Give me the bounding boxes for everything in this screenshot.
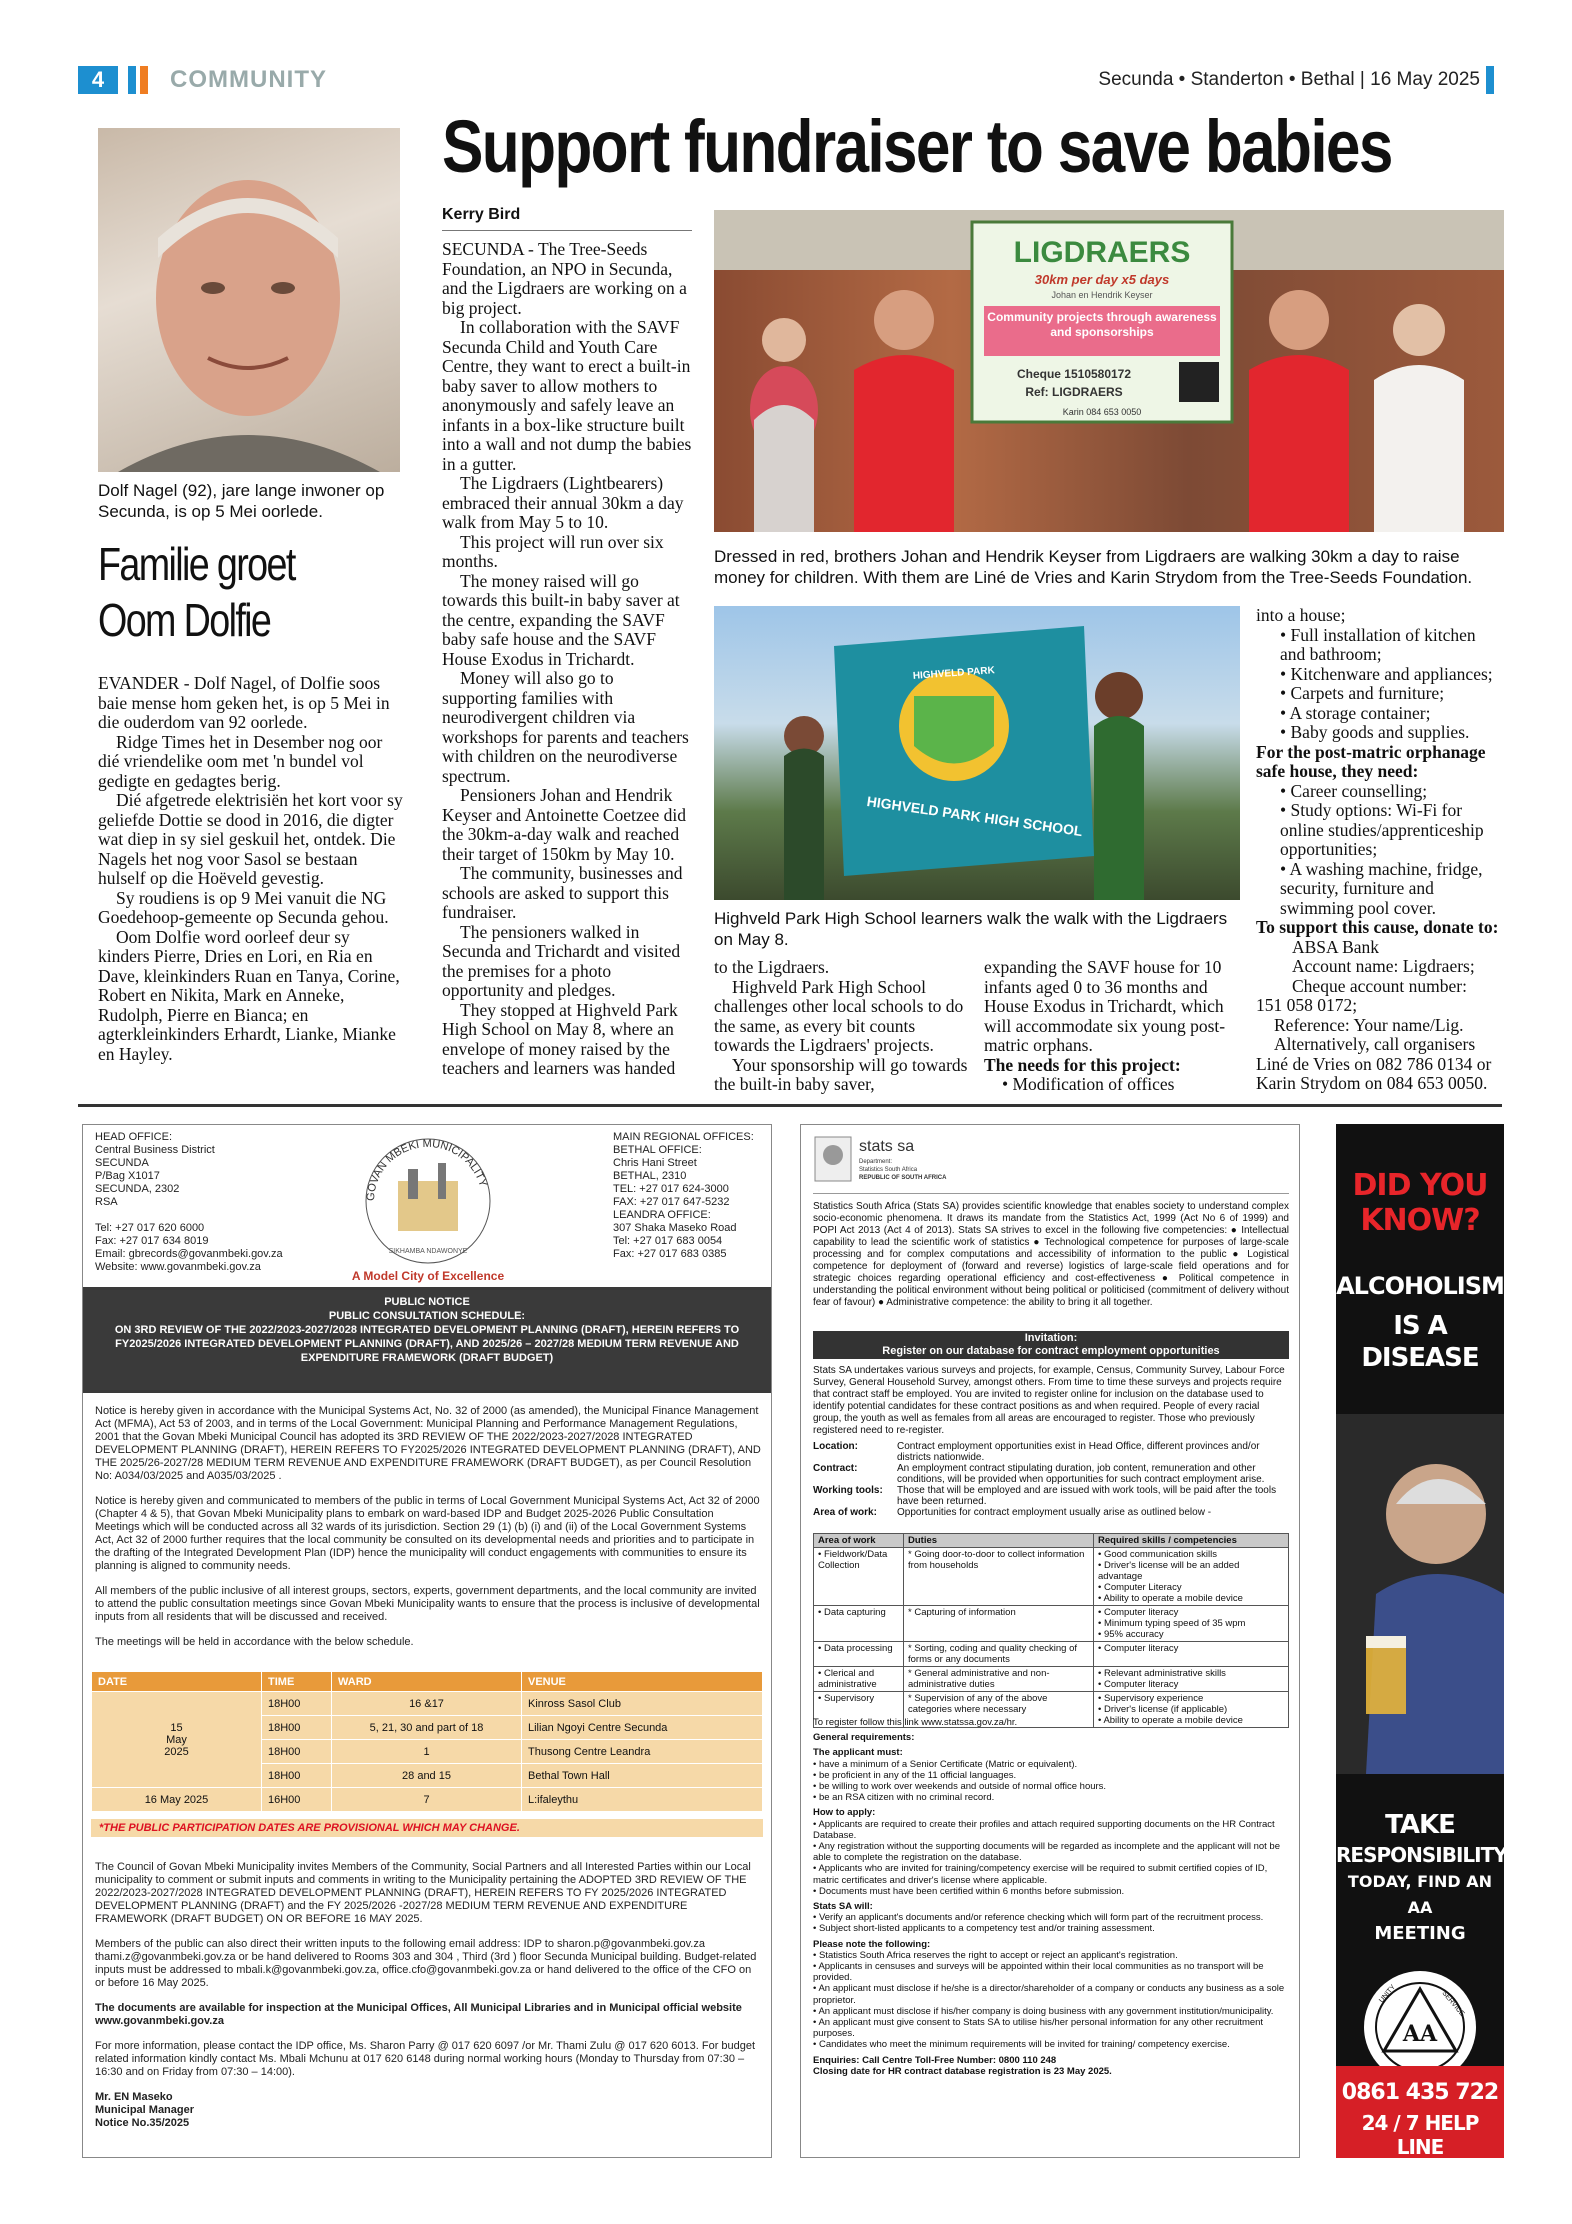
dateline: Secunda • Standerton • Bethal | 16 May 2025 bbox=[1098, 69, 1480, 90]
paragraph: expanding the SAVF house for 10 infants aged 0 to 36 months and House Exodus in Trichardt, which will accommodate six young post-matric orphans. bbox=[984, 957, 1226, 1055]
paragraph: Highveld Park High School challenges other local schools to do the same, as every bit counts towards the Ligdraers' projects. bbox=[714, 976, 964, 1055]
invitation-banner: Invitation: Register on our database for contract employment opportunities bbox=[813, 1331, 1289, 1359]
aa-responsibility: RESPONSIBILITY bbox=[1336, 1843, 1507, 1867]
paragraph: Your sponsorship will go towards the built-in baby saver, bbox=[714, 1054, 968, 1094]
paragraph: Pensioners Johan and Hendrik Keyser and Antoinette Coetzee did the 30km-a-day walk and reached their target of 150km by May 10. bbox=[442, 785, 686, 864]
municipality-logo bbox=[348, 1131, 508, 1281]
aa-find: TODAY, FIND AN AA bbox=[1347, 1872, 1493, 1917]
paragraph: The Ligdraers (Lightbearers) embraced their annual 30km a day walk from May 5 to 10. bbox=[442, 473, 684, 532]
regional-offices: MAIN REGIONAL OFFICES: BETHAL OFFICE: Chris Hani Street BETHAL, 2310 TEL: +27 017 624-3000 FAX: +27 017 647-5232 LEANDRA OFFICE: 307 Shaka Maseko Road Tel: +27 017 683 0054 Fax: +27 017 683 0385 bbox=[613, 1131, 754, 1260]
table-row: 18H00 1 Thusong Centre Leandra bbox=[92, 1740, 763, 1764]
stats-sa-advert bbox=[800, 1124, 1300, 2158]
municipality-notice bbox=[82, 1124, 772, 2158]
bank-line: Account name: Ligdraers; bbox=[1292, 956, 1475, 976]
bullet: • Modification of offices bbox=[1002, 1074, 1175, 1094]
subheading: To support this cause, donate to: bbox=[1256, 917, 1499, 937]
bullet: • Carpets and furniture; bbox=[1280, 683, 1445, 703]
table-row: • Data capturing * Capturing of information • Computer literacy • Minimum typing speed of 35 wpm • 95% accuracy bbox=[814, 1606, 1289, 1642]
notice-body: Notice is hereby given in accordance with the Municipal Systems Act, No. 32 of 2000 (as amended), the Municipal Finance Management Act (MFMA), Act 53 of 2003, and in terms of the Local Government: Municipal Planning and Performance Management Regulations, 2001 that the Govan Mbeki Municipal Council has adopted its 3RD REVIEW OF THE 2022/2023-2027/2028 INTEGRATED DEVELOPMENT PLANNING (DRAFT), HEREIN REFERS TO FY2025/2026 INTEGRATED DEVELOPMENT PLANNING (DRAFT), AND THE 2025/26-2027/28 MEDIUM TERM REVENUE AND EXPENDITURE FRAMEWORK (DRAFT BUDGET), as per Council Resolution No: A034/03/2025 and A035/03/2025 . Notice is hereby given and communicated to members of the public in terms of Local Government Municipal Systems Act, Act 32 of 2000 (Chapter 4 & 5), that Govan Mbeki Municipality plans to embark on ward-based IDP and Budget 2025-2026 Public Consultation Meetings which will be conducted across all 32 wards of its jurisdiction. Section 29 (1) (b) (i) and (ii) of the Local Government Systems Act, Act 32 of 2000 further requires that the local community be consulted on its developmental needs and priorities and to participate in the drafting of the Integrated Development Plan (IDP) hence the municipality will conduct engagements with communities to ensure its planning is aligned to community needs. All members of the public inclusive of all interest groups, sectors, experts, government departments, and the local community are invited to attend the public consultation meetings since Govan Mbeki Municipality wants to ensure that the process is inclusive of developmental inputs from all residents that will be discussed and received. The meetings will be held in accordance with the below schedule. bbox=[95, 1405, 761, 1648]
paragraph: The pensioners walked in Secunda and Trichardt and visited the premises for a photo opportunity and pledges. bbox=[442, 921, 681, 1000]
left-article-body bbox=[98, 674, 404, 1064]
table-row: 18H00 5, 21, 30 and part of 18 Lilian Ngoyi Centre Secunda bbox=[92, 1716, 763, 1740]
byline-rule bbox=[442, 230, 692, 231]
aa-disease: DISEASE bbox=[1361, 1343, 1479, 1373]
ligdraers-photo bbox=[714, 210, 1504, 532]
aa-helpline: 24 / 7 HELP LINE bbox=[1361, 2111, 1479, 2159]
subheading: For the post-matric orphanage safe house, they need: bbox=[1256, 741, 1486, 781]
section-title: COMMUNITY bbox=[170, 66, 327, 93]
bullet: • Baby goods and supplies. bbox=[1280, 722, 1470, 742]
paragraph: They stopped at Highveld Park High School on May 8, where an envelope of money raised by the teachers and learners was handed bbox=[442, 999, 678, 1078]
municipality-motto: A Model City of Excellence bbox=[351, 1269, 505, 1283]
svg-text:UNITY: UNITY bbox=[1378, 1983, 1398, 2005]
paragraph: In collaboration with the SAVF Secunda Child and Youth Care Centre, they want to erect a built-in baby saver to allow mothers to anonymously and safely leave an infants in a box-like structure built into a wall and not dump the babies in a gutter. bbox=[442, 317, 692, 474]
header-end-bar bbox=[1486, 66, 1494, 94]
header-accent-bar-orange bbox=[140, 66, 148, 94]
bullet: • Full installation of kitchen and bathroom; bbox=[1280, 624, 1476, 664]
byline: Kerry Bird bbox=[442, 206, 521, 223]
bullet: • Study options: Wi-Fi for online studies/apprenticeship opportunities; bbox=[1280, 800, 1484, 859]
definitions: Location: Contract employment opportunities exist in Head Office, different provinces and/or districts nationwide. Contract: An employment contract stipulating duration, job content, remuneration and other conditions, will be provided when opportunities for such contract employment arise. Working tools: Those that will be employed and are issued with work tools, will be paid after the tools have been returned. Area of work: Opportunities for contract employment usually arise as outlined below - bbox=[813, 1441, 1277, 1518]
paragraph: Oom Dolfie word oorleef deur sy kinders Pierre, Dries en Lori, en Ria en Dave, kleinkinders Ruan en Tanya, Corine, Robert en Nikita, Mark en Anneke, Rudolph, Pierre en Bianca; en agterkleinkinders Erhardt, Lianke, Mianke en Hayley. bbox=[98, 926, 400, 1064]
reference: Reference: Your name/Lig. bbox=[1274, 1014, 1464, 1035]
stats-requirements: To register follow this link www.statssa.gov.za/hr. General requirements: The applicant must: • have a minimum of a Senior Certificate (Matric or equivalent). • be proficient in any of the 11 official languages. • be willing to work over weekends and outside of normal office hours. • be an RSA citizen with no criminal record. How to apply: • Applicants are required to create their profiles and attach required supporting documents on the HR Contract Database. • Any registration without the supporting documents will be regarded as incomplete and the applicant will not be able to complete the registration on the database. • Applicants who are invited for training/competency exercise will be required to submit certified copies of ID, matric certificates and driver's license where applicable. • Documents must have been certified within 6 months before submission. Stats SA will: • Verify an applicant's documents and/or reference checking which will form part of the recruitment process. • Subject short-listed applicants to a competency test and/or training assessment. Please note the following: • Statistics South Africa reserves the right to accept or reject an applicant's registration. • Applicants in censuses and surveys will be appointed within their local communities as no transport will be provided. • An applicant must disclose if he/she is a director/shareholder of a company or conducts any business as a sole proprietor. • An applicant must disclose if his/her company is doing business with any government institution/municipality. • An applicant must give consent to Stats SA to utilise his/her personal information for any other recruitment purposes. • Candidates who meet the minimum requirements will be invited for training/ competency exercise. Enquiries: Call Centre Toll-Free Number: 0800 110 248 Closing date for HR contract database registration is 23 May 2025. bbox=[813, 1717, 1289, 2077]
svg-text:Statistics South Africa: Statistics South Africa bbox=[859, 1167, 918, 1173]
article-column-1 bbox=[442, 240, 692, 1079]
school-flag-photo bbox=[714, 606, 1240, 900]
paragraph: Money will also go to supporting families with neurodivergent children via workshops for parents and teachers with children on the neurodiverse spectrum. bbox=[442, 668, 689, 786]
banner-contact: Karin 084 653 0050 bbox=[1062, 407, 1142, 417]
contact-line: Alternatively, call organisers Liné de Vries on 082 786 0134 or Karin Strydom on 084 653 0050. bbox=[1256, 1034, 1492, 1093]
paragraph: to the Ligdraers. bbox=[714, 957, 830, 977]
aa-meeting: MEETING bbox=[1374, 1923, 1466, 1944]
duties-table: Area of work Duties Required skills / competencies • Fieldwork/Data Collection * Going door-to-door to collect information from households • Good communication skills • Driver's license will be an added advantage • Computer Literacy • Ability to operate a mobile device • Data capturing * Capturing of information • Computer literacy • Minimum typing speed of 35 wpm • 95% accuracy • Data processing * Sorting, coding and quality checking of forms or any documents • Computer literacy • Clerical and administrative * General administrative and non-administrative duties • Relevant administrative skills • Computer literacy • Supervisory * Supervision of any of the above categories where necessary • Supervisory experience • Driver's license (if applicable) • Ability to operate a mobile device bbox=[813, 1533, 1289, 1728]
svg-text:Department:: Department: bbox=[859, 1159, 893, 1165]
stats-sa-logo bbox=[813, 1133, 973, 1187]
head-office-address: HEAD OFFICE: Central Business District SECUNDA P/Bag X1017 SECUNDA, 2302 RSA Tel: +27 017 620 6000 Fax: +27 017 634 8019 Email: gbrecords@govanmbeki.gov.za Website: www.govanmbeki.gov.za bbox=[95, 1131, 283, 1273]
school-photo-caption: Highveld Park High School learners walk the walk with the Ligdraers on May 8. bbox=[714, 909, 1228, 949]
register-link[interactable]: To register follow this link www.statssa.gov.za/hr. bbox=[813, 1717, 1018, 1728]
table-row: • Data processing * Sorting, coding and quality checking of forms or any documents • Computer literacy bbox=[814, 1642, 1289, 1667]
page-number: 4 bbox=[78, 66, 118, 94]
article-column-4 bbox=[984, 958, 1240, 1095]
banner-ref: Ref: LIGDRAERS bbox=[1025, 385, 1123, 399]
account-number: 151 058 0172; bbox=[1256, 995, 1358, 1015]
paragraph: The community, businesses and schools are asked to support this fundraiser. bbox=[442, 863, 683, 922]
table-note: *THE PUBLIC PARTICIPATION DATES ARE PROVISIONAL WHICH MAY CHANGE. bbox=[91, 1819, 763, 1837]
bullet: • A storage container; bbox=[1280, 702, 1431, 723]
needs-heading: The needs for this project: bbox=[984, 1054, 1181, 1075]
bullet: • Kitchenware and appliances; bbox=[1280, 663, 1493, 684]
portrait-photo bbox=[98, 128, 400, 472]
aa-phone[interactable]: 0861 435 722 bbox=[1341, 2080, 1499, 2105]
ligdraers-photo-caption: Dressed in red, brothers Johan and Hendrik Keyser from Ligdraers are walking 30km a day to raise money for children. With them are Liné de Vries and Karin Strydom from the Tree-Seeds Foundation. bbox=[714, 547, 1473, 587]
aa-alcoholism: ALCOHOLISM bbox=[1336, 1272, 1504, 1300]
svg-text:SERVICE: SERVICE bbox=[1440, 1989, 1466, 2018]
paragraph: The money raised will go towards this built-in baby saver at the centre, expanding the SAVF baby safe house and the SAVF House Exodus in Trichardt. bbox=[442, 570, 680, 669]
banner-sub2: Johan en Hendrik Keyser bbox=[1051, 290, 1153, 300]
stats-intro: Statistics South Africa (Stats SA) provides scientific knowledge that enables society to understand complex socio-economic phenomena. It draws its mandate from the Statistics Act, 1999 (Act No 6 of 1999) and POPI Act 2013 (Act 4 of 2013). Stats SA strives to excel in the following five competencies: ● Intellectual capability to lead the scientific work of statistics ● Technological competence for purposes of large-scale processing and for complex computations and accessibility of information to the public ● Logistical competence for deployment of (forward and reverse) logistics of large-scale field operations and for strategic choices regarding operational efficiency and cost-effectiveness ● Political competence in understanding the political environment without being political or politicised (commitment of delivery without fear of favour) ● Administrative competence: the ability to bring it all together. bbox=[813, 1201, 1289, 1308]
page-header bbox=[78, 66, 1494, 94]
bullet: • A washing machine, fridge, security, furniture and swimming pool cover. bbox=[1280, 858, 1483, 918]
header-accent-bar bbox=[128, 66, 136, 94]
paragraph: into a house; bbox=[1256, 605, 1346, 625]
schedule-table: DATE TIME WARD VENUE 15 May 2025 18H00 16 &17 Kinross Sasol Club 18H00 5, 21, 30 and part of 18 Lilian Ngoyi Centre Secunda 18H00 1 Thusong Centre Leandra 18H00 28 and 15 Bethal Town Hall 16 May 2025 16H00 7 L:ifaleythu bbox=[91, 1671, 763, 1812]
svg-text:AA: AA bbox=[1402, 2021, 1438, 2047]
aa-headline-1: DID YOU bbox=[1352, 1168, 1488, 1203]
aa-headline-2: KNOW? bbox=[1360, 1203, 1480, 1238]
notice-body-2: The Council of Govan Mbeki Municipality invites Members of the Community, Social Partners and all Interested Parties within our Local municipality to comment or submit inputs and comments in writing to the Municipality pertaining the ADOPTED 3RD REVIEW OF THE 2022/2023-2027/2028 INTEGRATED DEVELOPMENT PLANNING (DRAFT), HEREIN REFERS TO FY 2025/2026 INTEGRATED DEVELOPMENT PLANNING (DRAFT) and the FY 2025/2026 -2027/28 MEDIUM TERM REVENUE AND EXPENDITURE FRAMEWORK (DRAFT BUDGET) ON OR BEFORE 16 MAY 2025. Members of the public can also direct their written inputs to the following email address: IDP to sharon.p@govanmbeki.gov.za thami.z@govanmbeki.gov.za or be hand delivered to Rooms 303 and 304 , Third (3rd ) floor Secunda Municipal building. Budget-related inputs must be addressed to mbali.k@govanmbeki.gov.za, office.cfo@govanmbeki.gov.za or hand delivered to the office of the CFO on or before 16 May 2025. The documents are available for inspection at the Municipal Offices, All Municipal Libraries and in Municipal official website www.govanmbeki.gov.za For more information, please contact the IDP office, Ms. Sharon Parry @ 017 620 6097 /or Mr. Thami Zulu @ 017 620 6013. For budget related information kindly contact Ms. Mbali Mchunu at 017 620 6148 during normal working hours (Monday to Thursday from 07:30 – 16:30 and on Friday from 07:30 – 14:00). Mr. EN Maseko Municipal Manager Notice No.35/2025 bbox=[95, 1861, 757, 2129]
banner-title: LIGDRAERS bbox=[1013, 236, 1191, 269]
flag-text: HIGHVELD PARK HIGH SCHOOL bbox=[865, 792, 1084, 840]
paragraph: Sy roudiens is op 9 Mei vanuit die NG Goedehoop-gemeente op Secunda gehou. bbox=[98, 887, 389, 927]
svg-text:GOVAN MBEKI MUNICIPALITY: GOVAN MBEKI MUNICIPALITY bbox=[364, 1137, 489, 1202]
bank-line: Cheque account number: bbox=[1292, 975, 1467, 996]
svg-text:stats sa: stats sa bbox=[859, 1138, 915, 1155]
table-row: 15 May 2025 18H00 16 &17 Kinross Sasol Club bbox=[92, 1692, 763, 1716]
stats-details: Stats SA undertakes various surveys and projects, for example, Census, Community Survey, Labour Force Survey, General Household Survey, amongst others. From time to time these surveys and projects require that contract staff be employed. You are invited to register online for inclusion on the database used to identify potential candidates for these contract positions as and when required. People of every racial group, the youth as well as females from all areas are encouraged to register. Those who previously registered need to re-register. Location: Contract employment opportunities exist in Head Office, different provinces and/or districts nationwide. Contract: An employment contract stipulating duration, job content, remuneration and other conditions, will be provided when opportunities for such contract employment arise. Working tools: Those that will be employed and are issued with work tools, will be paid after the tools have been returned. Area of work: Opportunities for contract employment usually arise as outlined below - bbox=[813, 1365, 1289, 1518]
aa-is-a: IS A bbox=[1393, 1311, 1447, 1341]
banner-line: Community projects through awareness and sponsorships bbox=[987, 310, 1217, 339]
article-column-3 bbox=[714, 958, 968, 1095]
portrait-caption: Dolf Nagel (92), jare lange inwoner op Secunda, is op 5 Mei oorlede. bbox=[98, 481, 385, 521]
banner-cheque: Cheque 1510580172 bbox=[1016, 367, 1132, 381]
table-row: 16 May 2025 16H00 7 L:ifaleythu bbox=[92, 1788, 763, 1812]
man-with-beer-image bbox=[1336, 1414, 1504, 1774]
banner-sub: 30km per day x5 days bbox=[1034, 272, 1170, 287]
table-row: • Clerical and administrative * General administrative and non-administrative duties • Relevant administrative skills • Computer literacy bbox=[814, 1667, 1289, 1692]
svg-text:REPUBLIC OF SOUTH AFRICA: REPUBLIC OF SOUTH AFRICA bbox=[859, 1175, 947, 1181]
paragraph: EVANDER - Dolf Nagel, of Dolfie soos baie mense hom geken het, is op 5 Mei in die ouderdom van 92 oorlede. bbox=[98, 673, 390, 732]
svg-text:HIGHVELD PARK: HIGHVELD PARK bbox=[912, 665, 996, 682]
table-row: • Supervisory * Supervision of any of the above categories where necessary • Supervisory experience • Driver's license (if applicable) • Ability to operate a mobile device bbox=[814, 1692, 1289, 1728]
section-divider bbox=[78, 1104, 1502, 1107]
qr-code-icon bbox=[1179, 362, 1219, 402]
article-column-5 bbox=[1256, 606, 1504, 1094]
paragraph: SECUNDA - The Tree-Seeds Foundation, an NPO in Secunda, and the Ligdraers are working on a big project. bbox=[442, 239, 687, 318]
svg-text:SIKHAMBA NDAWONYE: SIKHAMBA NDAWONYE bbox=[388, 1248, 468, 1255]
left-headline: Familie groet Oom Dolfie bbox=[98, 538, 295, 646]
aa-advert bbox=[1336, 1124, 1507, 2159]
paragraph: Dié afgetrede elektrisiën het kort voor sy geliefde Dottie se dood in 2016, die digter wat diep in sy siel geskuil het, ontdek. Die Nagels het nog voor Sasol se bestaan hulself op die Hoëveld gevestig. bbox=[98, 790, 403, 888]
table-row: • Fieldwork/Data Collection * Going door-to-door to collect information from households • Good communication skills • Driver's license will be an added advantage • Computer Literacy • Ability to operate a mobile device bbox=[814, 1548, 1289, 1606]
main-headline: Support fundraiser to save babies bbox=[442, 105, 1392, 188]
paragraph: Ridge Times het in Desember nog oor dié vriendelike oom met 'n bundel vol gedigte en gedagtes berig. bbox=[98, 731, 383, 791]
paragraph: This project will run over six months. bbox=[442, 531, 664, 571]
bank-line: ABSA Bank bbox=[1292, 936, 1380, 957]
table-row: 18H00 28 and 15 Bethal Town Hall bbox=[92, 1764, 763, 1788]
public-notice-banner: PUBLIC NOTICE PUBLIC CONSULTATION SCHEDULE: ON 3RD REVIEW OF THE 2022/2023-2027/2028 INTEGRATED DEVELOPMENT PLANNING (DRAFT), HEREIN REFERS TO FY2025/2026 INTEGRATED DEVELOPMENT PLANNING (DRAFT), AND 2025/26 – 2027/28 MEDIUM TERM REVENUE AND EXPENDITURE FRAMEWORK (DRAFT BUDGET) bbox=[83, 1287, 771, 1393]
bullet: • Career counselling; bbox=[1280, 780, 1428, 801]
aa-take: TAKE bbox=[1385, 1810, 1455, 1840]
